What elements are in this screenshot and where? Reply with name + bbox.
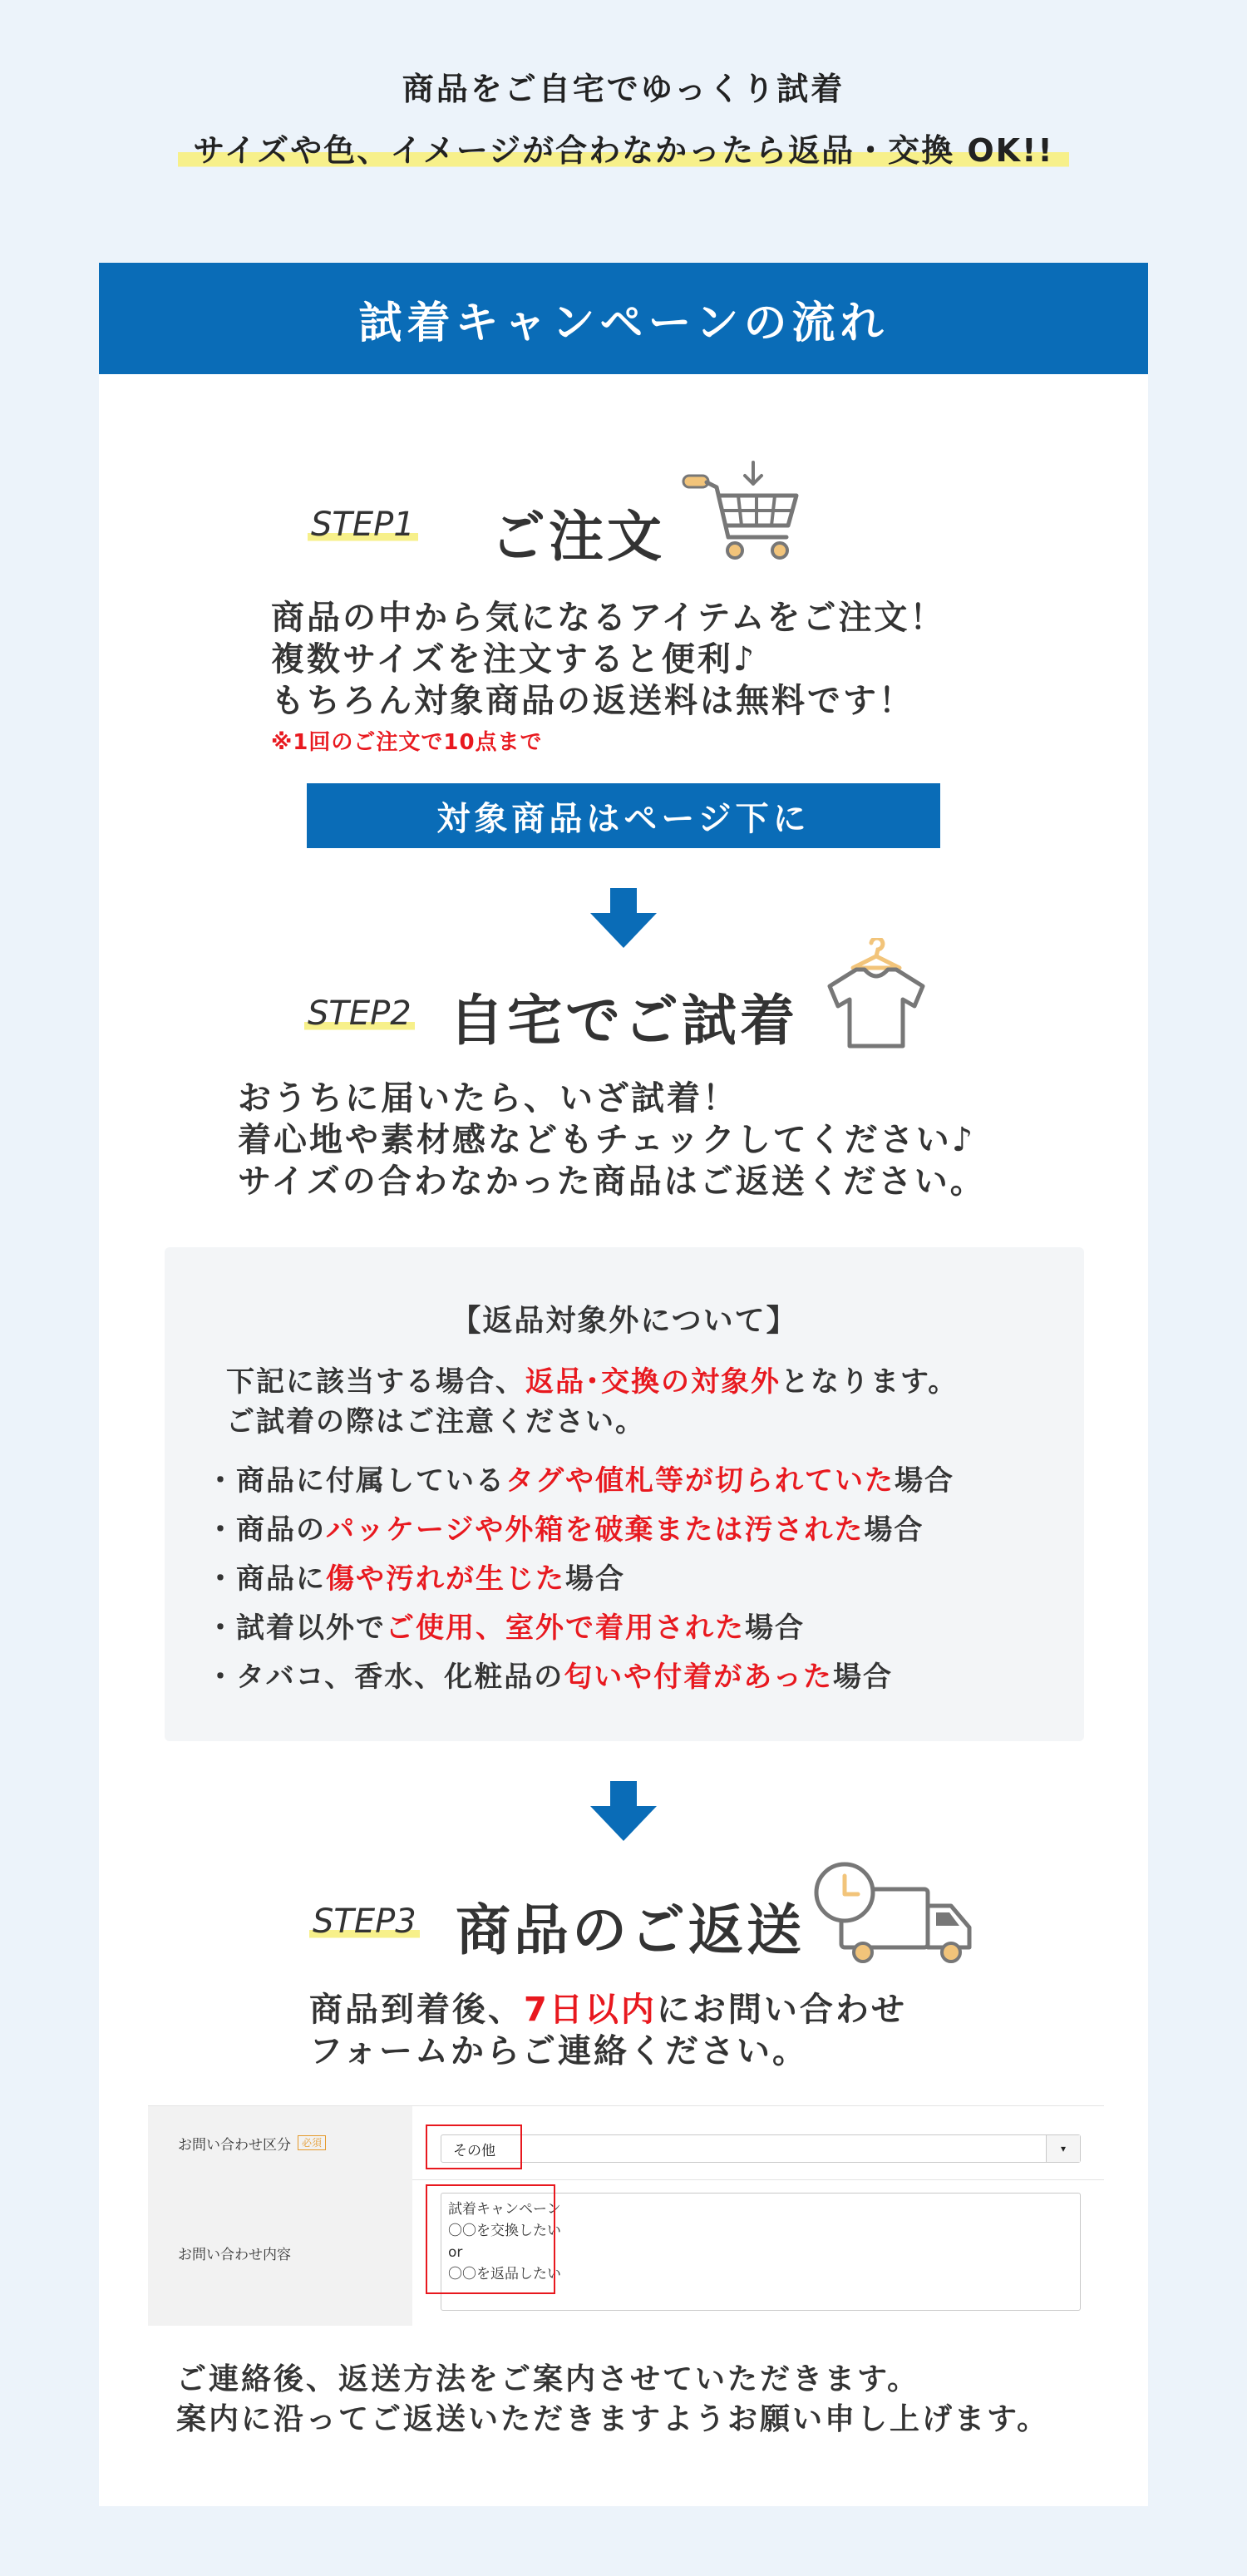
category-select[interactable] xyxy=(441,2134,1081,2163)
step2-description xyxy=(238,1078,986,1202)
tshirt-hanger-icon xyxy=(821,938,929,1058)
form-row-content xyxy=(148,2179,1104,2326)
item-text: 場合 xyxy=(565,1562,625,1596)
arrow-down-icon xyxy=(590,1781,657,1844)
form-row-category xyxy=(148,2106,1104,2180)
intro-text: 下記に該当する場合、 xyxy=(226,1365,525,1399)
step3-title: 商品のご返送 xyxy=(456,1898,805,1962)
step3-description xyxy=(309,1989,907,2072)
step3-line xyxy=(309,1989,907,2031)
item-text-emphasis: ご使用、室外で着用された xyxy=(386,1611,745,1645)
item-text: ・商品に xyxy=(206,1562,326,1596)
return-exclusion-intro-line xyxy=(226,1362,958,1402)
step1-description xyxy=(271,597,945,722)
step2-line: おうちに届いたら、いざ試着！ xyxy=(238,1079,738,1118)
item-text: 場合 xyxy=(895,1464,954,1498)
item-text: 場合 xyxy=(864,1513,924,1547)
item-text-emphasis: タグや値札等が切られていた xyxy=(505,1464,895,1498)
return-exclusion-intro xyxy=(226,1362,958,1442)
intro-text-emphasis: 返品･交換の対象外 xyxy=(525,1365,781,1399)
chevron-down-icon[interactable]: ▾ xyxy=(1046,2135,1080,2162)
campaign-banner: 試着キャンペーンの流れ xyxy=(99,263,1148,374)
list-item xyxy=(206,1457,954,1506)
outro-line: ご連絡後、返送方法をご案内させていただきます。 xyxy=(176,2362,920,2396)
textarea-line: 〇〇を返品したい xyxy=(448,2266,561,2282)
step2-tag: STEP2 xyxy=(304,994,415,1033)
step3-line: フォームからご連絡ください。 xyxy=(309,2032,808,2070)
required-badge: 必須 xyxy=(298,2135,326,2150)
list-item xyxy=(206,1555,954,1604)
textarea-line: 〇〇を交換したい xyxy=(448,2223,561,2239)
list-item xyxy=(206,1604,954,1653)
step1-line: 商品の中から気になるアイテムをご注文！ xyxy=(271,599,946,637)
step1-tag-wrap xyxy=(308,506,418,544)
textarea-line: 試着キャンペーン xyxy=(448,2201,561,2218)
target-products-button[interactable]: 対象商品はページ下に xyxy=(307,783,940,848)
shopping-cart-icon xyxy=(680,457,805,569)
intro-headline: 商品をご自宅でゆっくり試着 xyxy=(402,71,845,107)
item-text: ・商品の xyxy=(206,1513,326,1547)
step3-tag-wrap xyxy=(309,1902,420,1941)
textarea-line: or xyxy=(448,2244,463,2261)
item-text-emphasis: 匂いや付着があった xyxy=(564,1661,833,1694)
category-select-value: その他 xyxy=(453,2142,495,2159)
highlight-frame xyxy=(426,2124,522,2169)
step3-text: にお問い合わせ xyxy=(656,1991,907,2029)
return-exclusion-list xyxy=(206,1457,954,1702)
step1-line: 複数サイズを注文すると便利♪ xyxy=(271,640,757,679)
arrow-down-icon xyxy=(590,888,657,951)
category-label xyxy=(148,2106,412,2179)
return-exclusion-title: 【返品対象外について】 xyxy=(451,1304,798,1338)
list-item xyxy=(206,1653,954,1702)
intro-text: となります。 xyxy=(781,1365,959,1399)
step2-line: サイズの合わなかった商品はご返送ください。 xyxy=(238,1162,986,1201)
item-text: 場合 xyxy=(832,1661,893,1694)
step2-tag-wrap xyxy=(304,994,415,1033)
step3-tag: STEP3 xyxy=(309,1902,420,1941)
item-text-emphasis: パッケージや外箱を破棄または汚された xyxy=(326,1513,865,1547)
category-label-text: お問い合わせ区分 xyxy=(178,2136,291,2154)
step1-title: ご注文 xyxy=(490,505,665,569)
step1-order-limit-note: ※1回のご注文で10点まで xyxy=(271,730,543,755)
item-text: 場合 xyxy=(745,1611,805,1645)
contact-form-example xyxy=(148,2105,1104,2326)
step2-line: 着心地や素材感などもチェックしてください♪ xyxy=(238,1121,976,1159)
step1-line: もちろん対象商品の返送料は無料です！ xyxy=(271,682,914,720)
return-exclusion-intro-line: ご試着の際はご注意ください。 xyxy=(226,1405,645,1439)
item-text: ・タバコ、香水、化粧品の xyxy=(206,1661,564,1694)
intro-subheadline: サイズや色、イメージが合わなかったら返品・交換 OK!! xyxy=(178,125,1068,170)
outro-text xyxy=(176,2360,1049,2440)
list-item xyxy=(206,1506,954,1555)
delivery-truck-clock-icon xyxy=(811,1859,974,1979)
content-label: お問い合わせ内容 xyxy=(148,2179,412,2326)
item-text: ・試着以外で xyxy=(206,1611,386,1645)
step3-text-emphasis: 7日以内 xyxy=(524,1991,657,2029)
intro-subheadline-wrap xyxy=(0,125,1247,170)
highlight-frame xyxy=(426,2184,555,2294)
step3-text: 商品到着後、 xyxy=(309,1991,524,2029)
step2-title: 自宅でご試着 xyxy=(449,989,798,1053)
item-text: ・商品に付属している xyxy=(206,1464,505,1498)
outro-line: 案内に沿ってご返送いただきますようお願い申し上げます。 xyxy=(176,2402,1050,2436)
item-text-emphasis: 傷や汚れが生じた xyxy=(326,1562,565,1596)
step1-tag: STEP1 xyxy=(308,506,418,544)
